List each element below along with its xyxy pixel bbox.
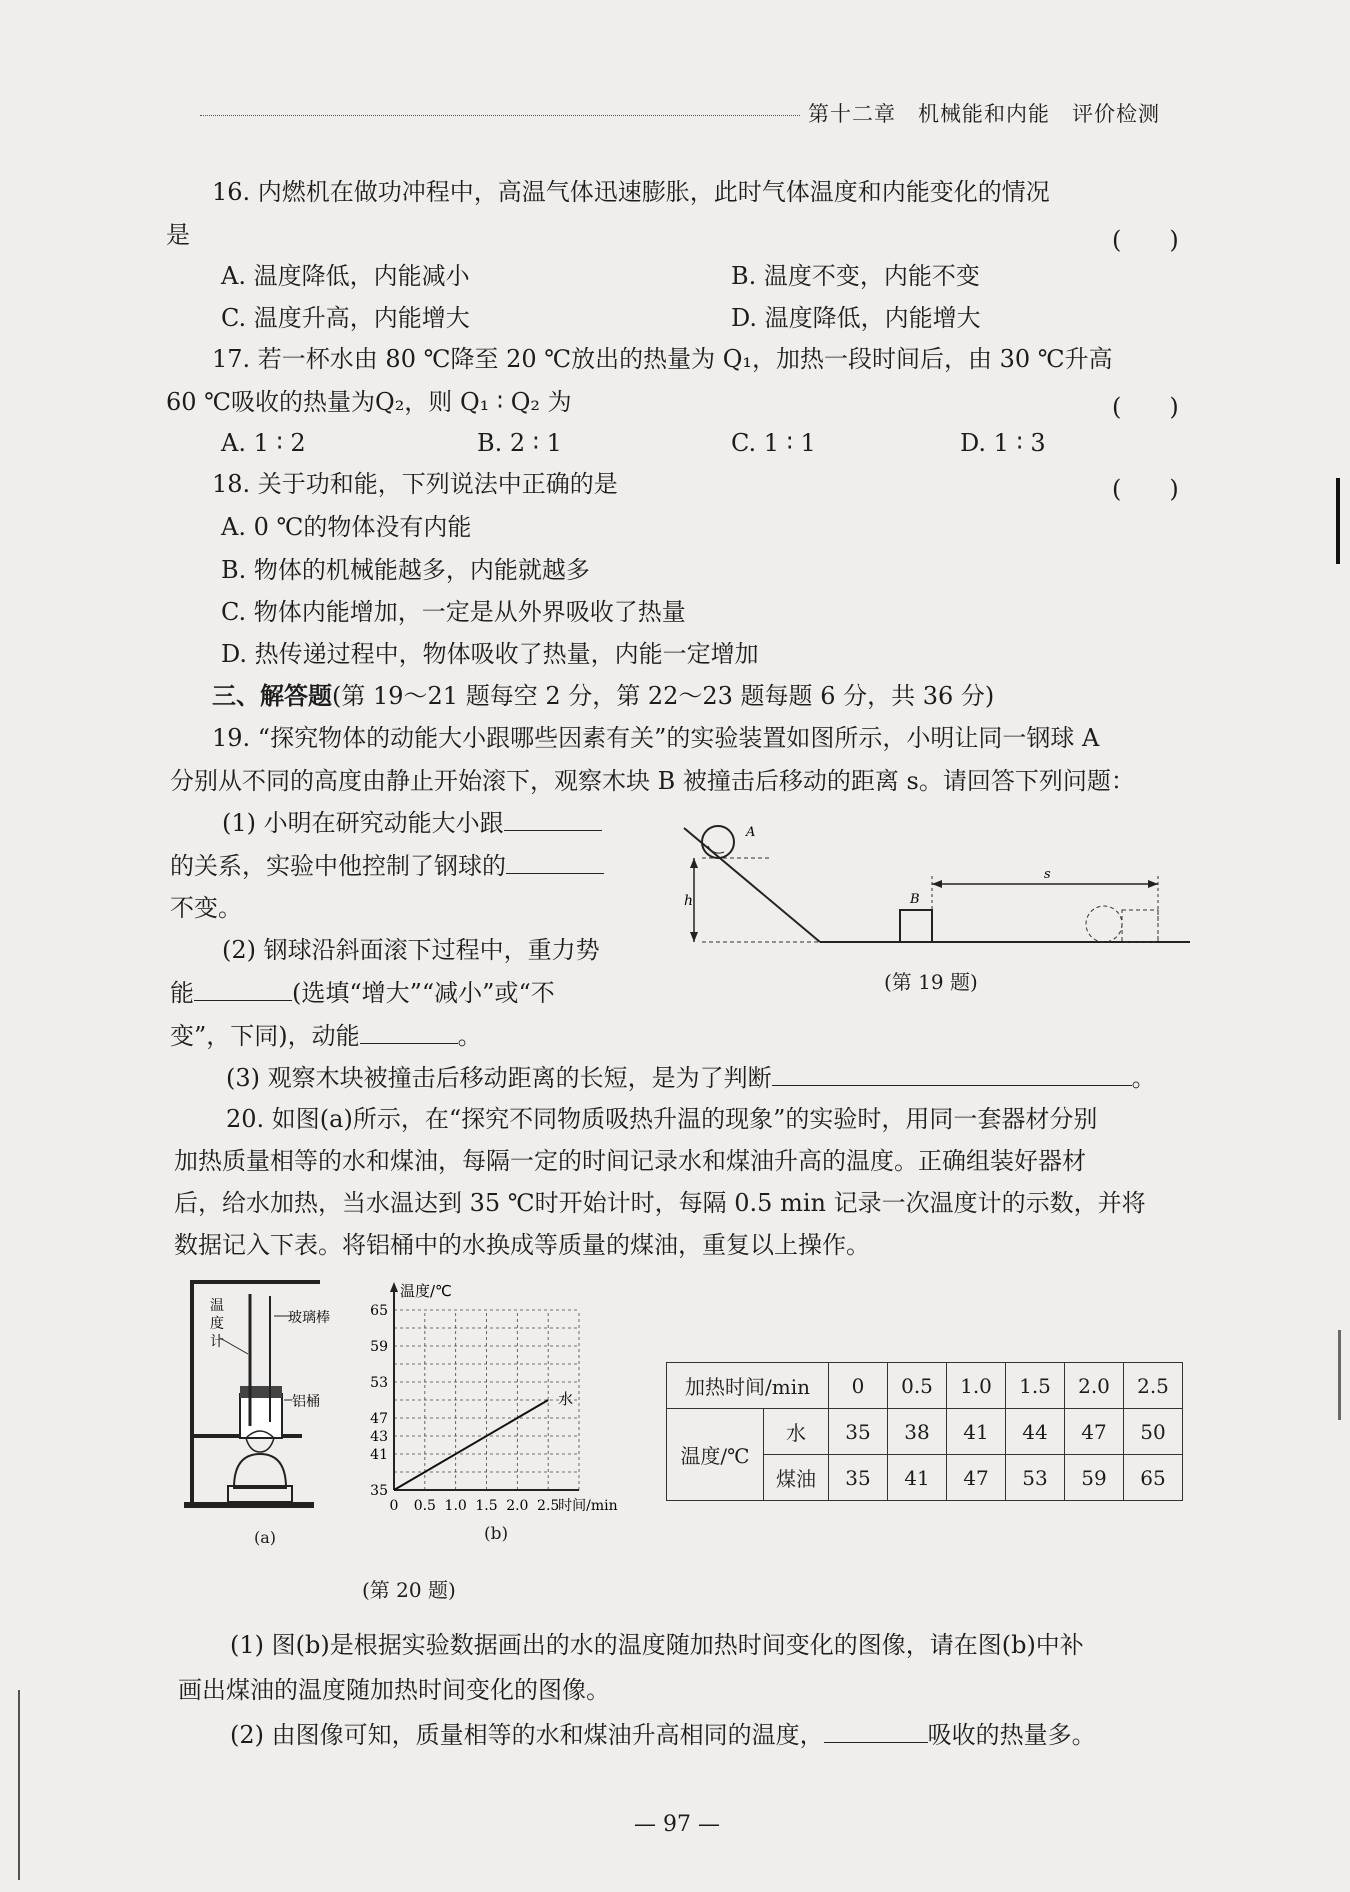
- q16-answer-bracket[interactable]: ( ): [1112, 226, 1179, 254]
- q20-apparatus-figure: [184, 1276, 354, 1512]
- table-cell: 41: [888, 1455, 947, 1501]
- table-header-label: 加热时间/min: [667, 1363, 829, 1409]
- label-b: B: [910, 892, 920, 907]
- top-clamp-bar: [190, 1280, 320, 1284]
- label-h: h: [684, 893, 694, 909]
- q18-option-a[interactable]: A. 0 ℃的物体没有内能: [221, 513, 472, 541]
- chart-series: [394, 1390, 573, 1490]
- q19-p1-text: (1) 小明在研究动能大小跟: [222, 809, 504, 837]
- q16-option-b[interactable]: B. 温度不变，内能不变: [731, 262, 980, 290]
- q20-p2-text2: 吸收的热量多。: [927, 1721, 1096, 1749]
- q18-option-c[interactable]: C. 物体内能增加，一定是从外界吸收了热量: [221, 598, 686, 626]
- wood-block-b: [900, 910, 932, 942]
- temperature-time-chart: [362, 1280, 642, 1520]
- table-cell: 35: [829, 1409, 888, 1455]
- q17-option-d[interactable]: D. 1 ∶ 3: [960, 429, 1046, 457]
- thermometer-label-2: 度: [210, 1316, 224, 1332]
- height-arrowhead-up: [690, 858, 698, 868]
- ball-dashed-final: [1086, 906, 1122, 942]
- scan-edge-mark: [1336, 478, 1340, 564]
- block-dashed-final: [1122, 910, 1158, 942]
- q17-option-b[interactable]: B. 2 ∶ 1: [477, 429, 562, 457]
- thermometer-leader: [220, 1338, 248, 1354]
- y-tick-label: 43: [370, 1429, 388, 1445]
- x-tick-label: 2.0: [506, 1498, 529, 1514]
- fig-a-caption: (a): [254, 1528, 277, 1547]
- y-tick-label: 65: [370, 1303, 388, 1319]
- table-row-name: 水: [764, 1409, 829, 1455]
- x-tick-label: 0: [389, 1498, 399, 1514]
- y-tick-label: 53: [370, 1375, 388, 1391]
- y-axis-label: 温度/℃: [400, 1282, 452, 1300]
- q19-blank-4[interactable]: [360, 1021, 458, 1044]
- q20-p2-line: [230, 1720, 1096, 1750]
- q16-option-a[interactable]: A. 温度降低，内能减小: [221, 262, 470, 290]
- table-cell: 44: [1006, 1409, 1065, 1455]
- q19-p2-text: 能: [170, 979, 194, 1007]
- chart-grid: [394, 1310, 579, 1490]
- chart-tick-labels: [370, 1303, 559, 1514]
- x-tick-label: 1.0: [444, 1498, 467, 1514]
- q19-blank-5[interactable]: [772, 1063, 1132, 1086]
- label-s: s: [1044, 867, 1051, 882]
- q20-stem-line4: 数据记入下表。将铝桶中的水换成等质量的煤油，重复以上操作。: [174, 1231, 870, 1259]
- q19-p3-line: [226, 1063, 1156, 1093]
- table-cell: 47: [1065, 1409, 1124, 1455]
- q16-option-c[interactable]: C. 温度升高，内能增大: [221, 304, 470, 332]
- fig-b-caption: (b): [484, 1524, 509, 1544]
- q19-p2-line1: (2) 钢球沿斜面滚下过程中，重力势: [222, 936, 600, 964]
- q19-p2-text2: (选填“增大”“减小”或“不: [292, 979, 555, 1007]
- thermometer-label-3: 计: [210, 1334, 224, 1350]
- x-tick-label: 1.5: [475, 1498, 498, 1514]
- q20-stem-line2: 加热质量相等的水和煤油，每隔一定的时间记录水和煤油升高的温度。正确组装好器材: [174, 1147, 1086, 1175]
- table-row-name: 煤油: [764, 1455, 829, 1501]
- q19-blank-1[interactable]: [504, 808, 602, 831]
- q19-figure-caption: (第 19 题): [884, 970, 978, 994]
- q20-p2-text: (2) 由图像可知，质量相等的水和煤油升高相同的温度，: [230, 1721, 824, 1749]
- q16-option-d[interactable]: D. 温度降低，内能增大: [731, 304, 981, 332]
- q17-stem-line2: 60 ℃吸收的热量为Q₂，则 Q₁ ∶ Q₂ 为: [166, 388, 572, 416]
- water-series-label: 水: [558, 1390, 574, 1408]
- q17-option-a[interactable]: A. 1 ∶ 2: [221, 429, 306, 457]
- table-cell: 65: [1124, 1455, 1183, 1501]
- chapter-header: 第十二章 机械能和内能 评价检测: [808, 102, 1160, 126]
- glass-rod-label: 玻璃棒: [288, 1310, 330, 1326]
- water-series-line: [394, 1400, 548, 1490]
- y-tick-label: 59: [370, 1339, 388, 1355]
- x-axis-label: 时间/min: [558, 1498, 618, 1514]
- q19-p2-line2: [170, 978, 555, 1008]
- table-cell: 35: [829, 1455, 888, 1501]
- table-cell: 50: [1124, 1409, 1183, 1455]
- bucket-rim: [240, 1386, 282, 1398]
- label-a: A: [746, 825, 756, 840]
- table-time-cell: 2.0: [1065, 1363, 1124, 1409]
- y-tick-label: 41: [370, 1447, 388, 1463]
- bucket-label: 铝桶: [292, 1394, 320, 1410]
- table-cell: 59: [1065, 1455, 1124, 1501]
- alcohol-lamp: [234, 1454, 286, 1488]
- q19-p2-line3: [170, 1021, 482, 1051]
- q19-p1-line3: 不变。: [170, 894, 242, 922]
- page-number: — 97 —: [634, 1812, 720, 1837]
- q19-p2-text4: 。: [457, 1022, 482, 1050]
- table-cell: 41: [947, 1409, 1006, 1455]
- table-row-water: [667, 1409, 1183, 1455]
- q20-blank-1[interactable]: [824, 1720, 928, 1743]
- ball-hatch: [708, 846, 724, 853]
- table-cell: 53: [1006, 1455, 1065, 1501]
- table-header-row: [667, 1363, 1183, 1409]
- table-time-cell: 0: [829, 1363, 888, 1409]
- section3-title: 三、解答题: [212, 681, 332, 710]
- incline-slope: [684, 828, 820, 942]
- section3-heading: [212, 681, 994, 711]
- q19-p3-text: (3) 观察木块被撞击后移动距离的长短，是为了判断: [226, 1064, 772, 1092]
- q18-option-b[interactable]: B. 物体的机械能越多，内能就越多: [221, 556, 590, 584]
- header-rule: [200, 115, 800, 116]
- q20-figure-caption: (第 20 题): [362, 1578, 456, 1602]
- stand-rod: [190, 1280, 194, 1504]
- q20-stem-line1: 20. 如图(a)所示，在“探究不同物质吸热升温的现象”的实验时，用同一套器材分别: [226, 1105, 1098, 1133]
- table-temp-label: 温度/℃: [667, 1409, 764, 1501]
- q19-blank-2[interactable]: [506, 851, 604, 874]
- q19-p1-text2: 的关系，实验中他控制了钢球的: [170, 852, 506, 880]
- s-arrowhead-right: [1148, 880, 1158, 888]
- q18-answer-bracket[interactable]: ( ): [1112, 475, 1179, 503]
- table-cell: 47: [947, 1455, 1006, 1501]
- table-cell: 38: [888, 1409, 947, 1455]
- q19-p3-end: 。: [1131, 1064, 1156, 1092]
- q20-p1-line2: 画出煤油的温度随加热时间变化的图像。: [178, 1676, 610, 1704]
- q19-stem-line1: 19. “探究物体的动能大小跟哪些因素有关”的实验装置如图所示，小明让同一钢球 A: [212, 724, 1100, 752]
- thermometer-label-1: 温: [210, 1298, 224, 1314]
- table-time-cell: 2.5: [1124, 1363, 1183, 1409]
- s-arrowhead-left: [932, 880, 942, 888]
- q18-stem: 18. 关于功和能，下列说法中正确的是: [212, 470, 618, 498]
- q19-stem-line2: 分别从不同的高度由静止开始滚下，观察木块 B 被撞击后移动的距离 s。请回答下列问题：: [170, 767, 1135, 795]
- q19-p1-line2: [170, 851, 604, 881]
- q20-data-table: [666, 1362, 1183, 1501]
- q17-stem-line1: 17. 若一杯水由 80 ℃降至 20 ℃放出的热量为 Q₁，加热一段时间后，由 30 ℃升高: [212, 345, 1113, 373]
- q19-p2-text3: 变”，下同)，动能: [170, 1022, 360, 1050]
- q17-option-c[interactable]: C. 1 ∶ 1: [731, 429, 816, 457]
- section3-note: (第 19～21 题每空 2 分，第 22～23 题每题 6 分，共 36 分): [332, 682, 995, 710]
- q16-stem-line2: 是: [166, 221, 190, 249]
- table-time-cell: 1.5: [1006, 1363, 1065, 1409]
- q19-blank-3[interactable]: [194, 978, 292, 1001]
- q20-p1-line1: (1) 图(b)是根据实验数据画出的水的温度随加热时间变化的图像，请在图(b)中补: [230, 1631, 1084, 1659]
- q20-stem-line3: 后，给水加热，当水温达到 35 ℃时开始计时，每隔 0.5 min 记录一次温度计的示数，并将: [174, 1189, 1146, 1217]
- height-arrowhead-down: [690, 932, 698, 942]
- y-tick-label: 35: [370, 1483, 388, 1499]
- x-tick-label: 0.5: [413, 1498, 436, 1514]
- scan-edge-mark: [1338, 1330, 1341, 1420]
- y-tick-label: 47: [370, 1411, 388, 1427]
- x-tick-label: 2.5: [537, 1498, 560, 1514]
- y-axis-arrow: [390, 1282, 398, 1292]
- table-time-cell: 1.0: [947, 1363, 1006, 1409]
- q17-answer-bracket[interactable]: ( ): [1112, 393, 1179, 421]
- scan-edge-mark: [18, 1690, 20, 1880]
- q19-p1-line1: [222, 808, 602, 838]
- q18-option-d[interactable]: D. 热传递过程中，物体吸收了热量，内能一定增加: [221, 640, 759, 668]
- table-time-cell: 0.5: [888, 1363, 947, 1409]
- q16-stem-line1: 16. 内燃机在做功冲程中，高温气体迅速膨胀，此时气体温度和内能变化的情况: [212, 178, 1050, 206]
